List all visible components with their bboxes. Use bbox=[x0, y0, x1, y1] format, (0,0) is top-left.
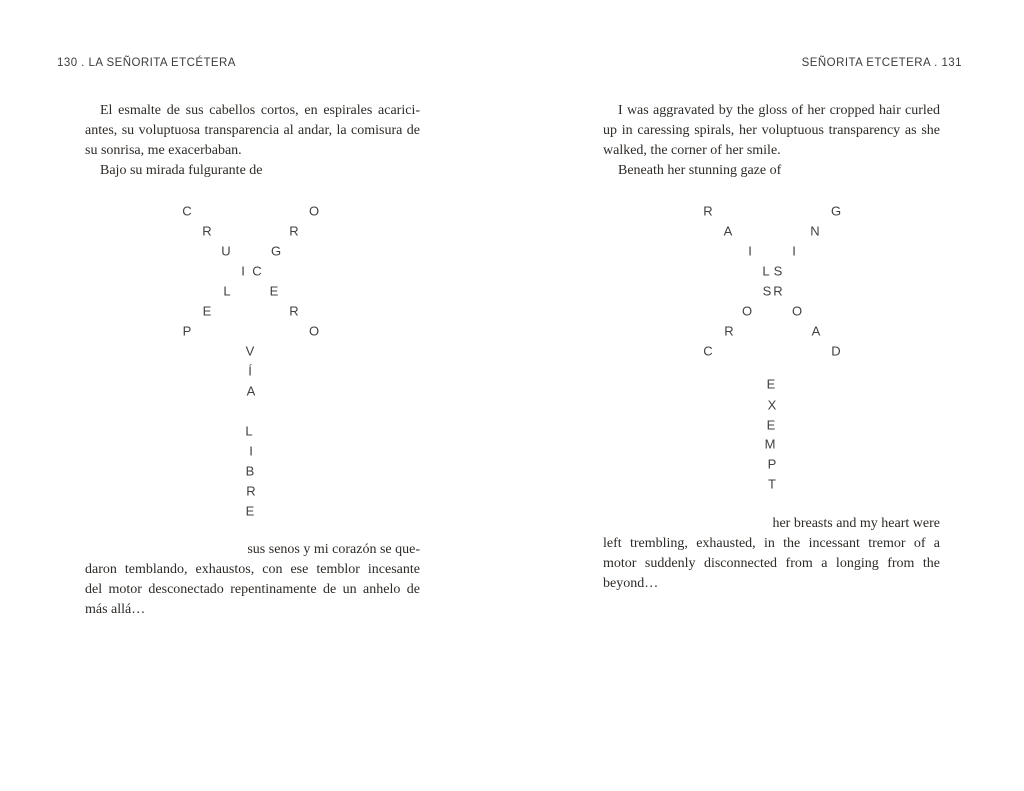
text-line: El esmalte de sus cabellos cortos, en espirales acarici- bbox=[100, 103, 420, 118]
poem-letter-CROSSING: O bbox=[741, 303, 753, 319]
text-line: up in caressing spirals, her voluptuous transparency as she bbox=[603, 123, 940, 138]
poem-letter-EXEMPT: X bbox=[767, 397, 777, 413]
poem-letter-PELIGRO: P bbox=[182, 323, 192, 339]
text-line: del motor desconectado repentinamente de un anhelo de bbox=[85, 582, 420, 597]
right-closing-paragraph bbox=[603, 514, 940, 594]
text-line: sus senos y mi corazón se que- bbox=[247, 542, 420, 557]
poem-letter-VÍA: Í bbox=[248, 363, 252, 379]
poem-letter-LIBRE: I bbox=[249, 443, 253, 459]
poem-letter-RAILROAD: A bbox=[811, 323, 821, 339]
poem-letter-RAILROAD: A bbox=[723, 223, 733, 239]
text-line: Beneath her stunning gaze of bbox=[618, 163, 782, 178]
poem-letter-CRUCERO: C bbox=[182, 203, 192, 219]
poem-letter-CROSSING: C bbox=[703, 343, 713, 359]
poem-letter-CROSSING: I bbox=[792, 243, 796, 259]
poem-letter-EXEMPT: M bbox=[764, 436, 776, 452]
poem-letter-LIBRE: L bbox=[245, 423, 253, 439]
poem-letter-PELIGRO: L bbox=[223, 283, 231, 299]
text-line: antes, su voluptuosa transparencia al andar, la comisura de bbox=[85, 123, 420, 138]
poem-letter-CRUCERO: C bbox=[252, 263, 262, 279]
poem-letter-LIBRE: R bbox=[246, 483, 256, 499]
poem-letter-EXEMPT: T bbox=[768, 476, 776, 492]
poem-letter-RAILROAD: R bbox=[703, 203, 713, 219]
poem-letter-RAILROAD: I bbox=[748, 243, 752, 259]
running-header-left: 130 . LA SEÑORITA ETCÉTERA bbox=[57, 57, 236, 69]
poem-letter-RAILROAD: D bbox=[831, 343, 841, 359]
poem-letter-CROSSING: G bbox=[830, 203, 842, 219]
poem-letter-CRUCERO: E bbox=[269, 283, 279, 299]
poem-letter-CRUCERO: U bbox=[221, 243, 231, 259]
poem-letter-RAILROAD: O bbox=[791, 303, 803, 319]
poem-letter-PELIGRO: R bbox=[289, 223, 299, 239]
poem-letter-CROSSING: N bbox=[810, 223, 820, 239]
poem-letter-RAILROAD: L bbox=[762, 263, 770, 279]
poem-letter-LIBRE: B bbox=[245, 463, 255, 479]
poem-letter-PELIGRO: I bbox=[241, 263, 245, 279]
poem-letter-CROSSING: S bbox=[762, 283, 772, 299]
poem-letter-PELIGRO: E bbox=[202, 303, 212, 319]
text-line: su sonrisa, me exacerbaban. bbox=[85, 143, 242, 158]
poem-letter-CROSSING: R bbox=[724, 323, 734, 339]
text-line: left trembling, exhausted, in the incessant tremor of a bbox=[603, 536, 940, 551]
poem-letter-EXEMPT: E bbox=[766, 417, 776, 433]
text-line: walked, the corner of her smile. bbox=[603, 143, 781, 158]
poem-letter-CRUCERO: O bbox=[308, 323, 320, 339]
poem-letter-CRUCERO: R bbox=[289, 303, 299, 319]
text-line: beyond… bbox=[603, 576, 659, 591]
poem-letter-EXEMPT: E bbox=[766, 376, 776, 392]
poem-letter-RAILROAD: R bbox=[773, 283, 783, 299]
poem-letter-VÍA: A bbox=[246, 383, 256, 399]
poem-letter-CRUCERO: R bbox=[202, 223, 212, 239]
poem-letter-LIBRE: E bbox=[245, 503, 255, 519]
poem-letter-VÍA: V bbox=[245, 343, 255, 359]
text-line: motor suddenly disconnected from a longing from the bbox=[603, 556, 940, 571]
text-line: her breasts and my heart were bbox=[772, 516, 940, 531]
running-header-right: SEÑORITA ETCETERA . 131 bbox=[801, 57, 962, 69]
text-line: más allá… bbox=[85, 602, 146, 617]
poem-letter-CROSSING: S bbox=[773, 263, 783, 279]
poem-letter-PELIGRO: O bbox=[308, 203, 320, 219]
text-line: daron temblando, exhaustos, con ese temblor incesante bbox=[85, 562, 420, 577]
text-line: I was aggravated by the gloss of her cropped hair curled bbox=[618, 103, 940, 118]
poem-letter-PELIGRO: G bbox=[270, 243, 282, 259]
text-line: Bajo su mirada fulgurante de bbox=[100, 163, 263, 178]
poem-letter-EXEMPT: P bbox=[767, 456, 777, 472]
